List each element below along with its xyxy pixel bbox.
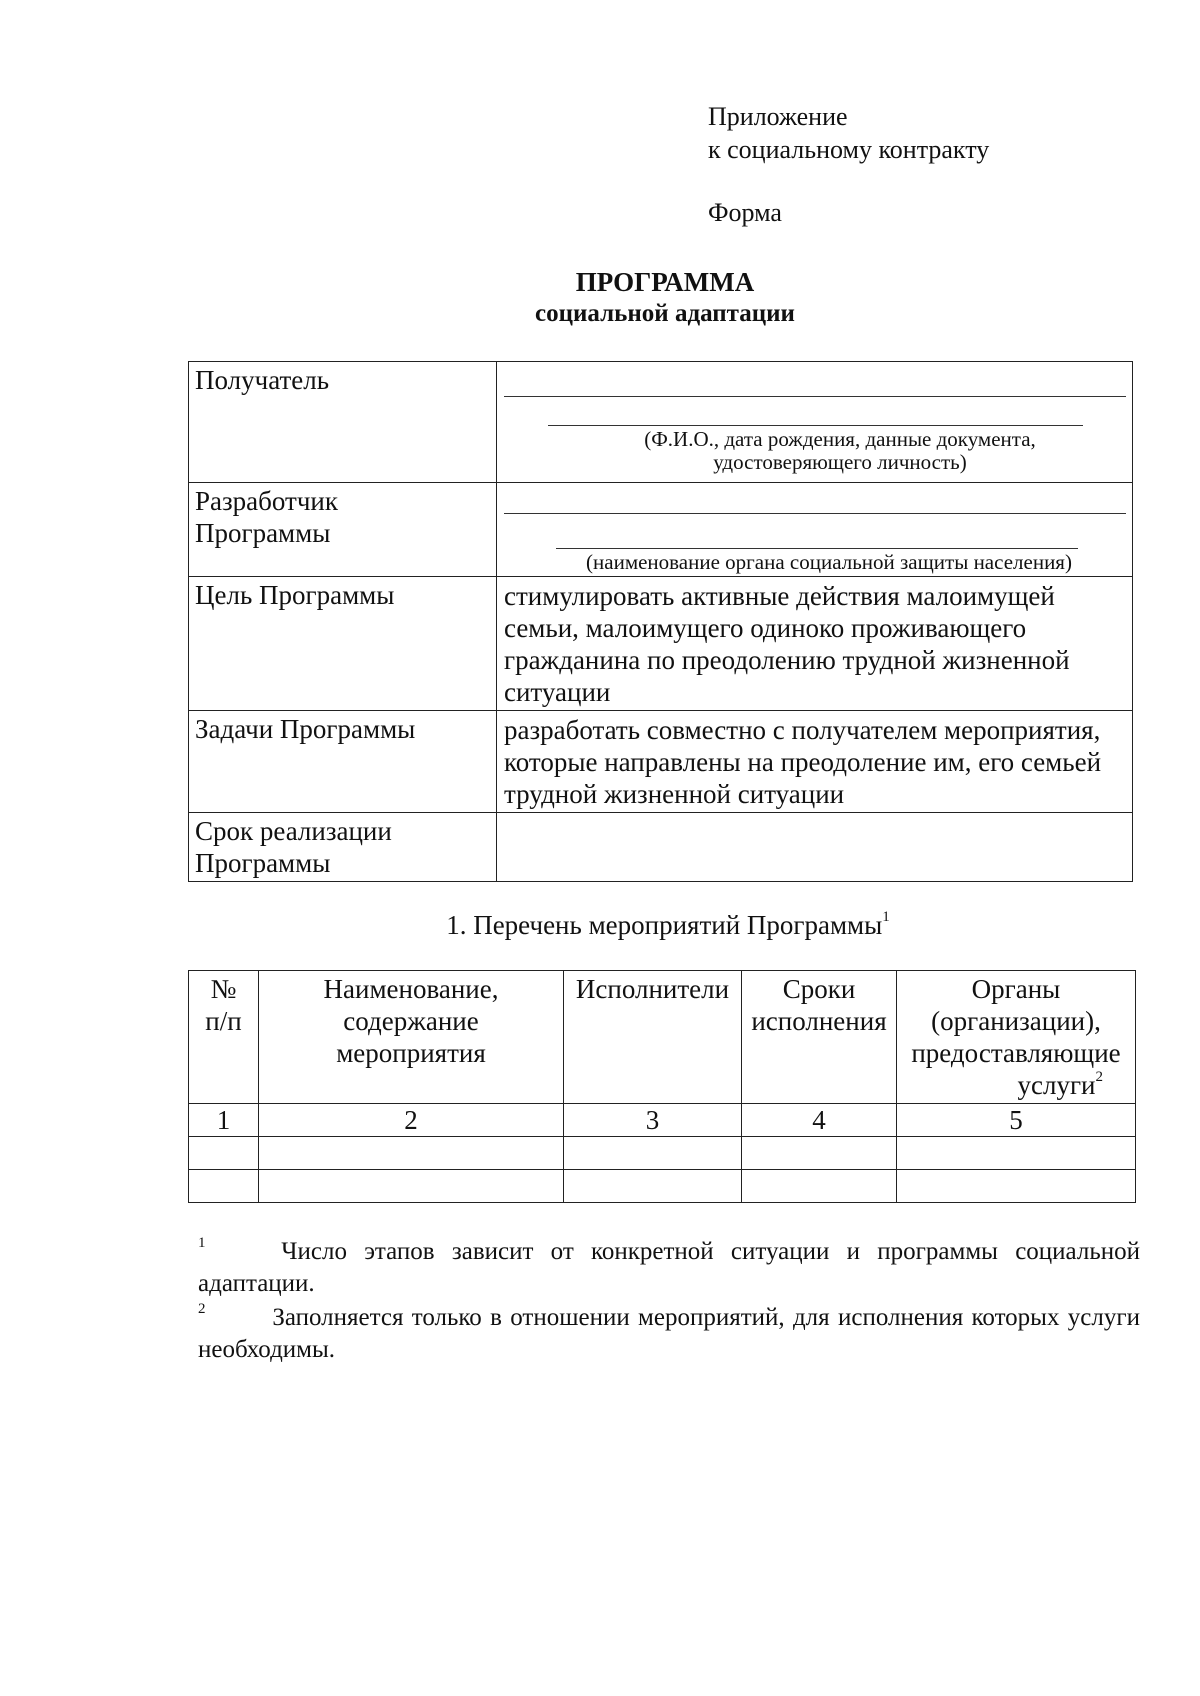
empty-cell (897, 1137, 1136, 1170)
footnote-2 (198, 1302, 1140, 1366)
footnote-2-indent (198, 1302, 264, 1334)
footnote-2-mark: 2 (198, 1300, 206, 1317)
developer-blank-line-1 (504, 513, 1126, 514)
appendix-line-1: Приложение (708, 102, 848, 131)
goal-value: стимулировать активные действия малоимущей семьи, малоимущего одиноко проживающего гражданина по преодолению трудной жизненной ситуации (497, 577, 1133, 711)
developer-hint: (наименование органа социальной защиты населения) (586, 550, 1072, 574)
program-info-table (188, 361, 1133, 882)
column-number-cell: 5 (897, 1104, 1136, 1137)
tasks-label: Задачи Программы (189, 711, 497, 813)
appendix-header (708, 100, 989, 166)
section-1-footnote-mark: 1 (882, 909, 890, 925)
empty-cell (189, 1137, 259, 1170)
col-number-header-line-1: № (210, 974, 237, 1004)
col-organizations-header-line-2: (организации), (931, 1006, 1101, 1036)
developer-blank-line-2 (556, 548, 1078, 549)
recipient-blank-line-1 (504, 396, 1126, 397)
goal-label: Цель Программы (189, 577, 497, 711)
term-label-line-2: Программы (195, 848, 331, 878)
col-organizations-footnote-mark: 2 (1095, 1069, 1103, 1085)
empty-cell (742, 1137, 897, 1170)
empty-cell (259, 1170, 564, 1203)
col-name-header-line-1: Наименование, (323, 974, 499, 1004)
recipient-row (189, 362, 1133, 483)
appendix-line-2: к социальному контракту (708, 135, 990, 164)
empty-row (189, 1170, 1136, 1203)
col-deadlines-header (742, 971, 897, 1104)
col-executors-header: Исполнители (564, 971, 742, 1104)
col-organizations-header-line-3: предоставляющие (911, 1038, 1121, 1068)
col-name-header (259, 971, 564, 1104)
recipient-label: Получатель (189, 362, 497, 483)
recipient-blank-line-2 (548, 425, 1083, 426)
section-1-title (0, 910, 1200, 941)
empty-cell (564, 1170, 742, 1203)
tasks-row (189, 711, 1133, 813)
document-subtitle: социальной адаптации (535, 300, 795, 327)
empty-cell (189, 1170, 259, 1203)
form-label: Форма (708, 198, 782, 227)
column-number-cell: 1 (189, 1104, 259, 1137)
footnote-1-indent (198, 1236, 264, 1268)
footnote-1-mark: 1 (198, 1234, 206, 1251)
term-value (497, 813, 1133, 882)
col-number-header-line-2: п/п (205, 1006, 242, 1036)
recipient-hint-1: (Ф.И.О., дата рождения, данные документа, (644, 427, 1036, 451)
column-numbers-row (189, 1104, 1136, 1137)
col-number-header (189, 971, 259, 1104)
col-organizations-header (897, 971, 1136, 1104)
term-label (189, 813, 497, 882)
document-title: ПРОГРАММА (575, 267, 755, 297)
empty-cell (564, 1137, 742, 1170)
empty-cell (897, 1170, 1136, 1203)
footnote-2-text: Заполняется только в отношении мероприятий, для исполнения которых услуги необходимы. (198, 1304, 1140, 1363)
recipient-hint-2: удостоверяющего личность) (713, 450, 967, 474)
empty-cell (742, 1170, 897, 1203)
col-organizations-header-services: услуги (1017, 1070, 1096, 1100)
developer-label-line-2: Программы (195, 518, 331, 548)
term-row (189, 813, 1133, 882)
col-name-header-line-3: мероприятия (336, 1038, 486, 1068)
col-name-header-line-2: содержание (343, 1006, 479, 1036)
col-organizations-header-line-4 (901, 1069, 1131, 1101)
col-deadlines-header-line-1: Сроки (782, 974, 856, 1004)
column-number-cell: 2 (259, 1104, 564, 1137)
tasks-value: разработать совместно с получателем мероприятия, которые направлены на преодоление им, его семьей трудной жизненной ситуации (497, 711, 1133, 813)
footnote-1-text: Число этапов зависит от конкретной ситуации и программы социальной адаптации. (198, 1238, 1141, 1297)
column-number-cell: 3 (564, 1104, 742, 1137)
developer-value (497, 483, 1133, 577)
activities-table (188, 970, 1136, 1203)
footnote-1 (198, 1236, 1140, 1300)
developer-row (189, 483, 1133, 577)
col-deadlines-header-line-2: исполнения (751, 1006, 887, 1036)
column-number-cell: 4 (742, 1104, 897, 1137)
developer-label-line-1: Разработчик (195, 486, 338, 516)
section-1-title-text: 1. Перечень мероприятий Программы (446, 910, 883, 940)
activities-header-row (189, 971, 1136, 1104)
empty-row (189, 1137, 1136, 1170)
term-label-line-1: Срок реализации (195, 816, 392, 846)
developer-label (189, 483, 497, 577)
empty-cell (259, 1137, 564, 1170)
goal-row (189, 577, 1133, 711)
col-organizations-header-line-1: Органы (971, 974, 1061, 1004)
recipient-value (497, 362, 1133, 483)
